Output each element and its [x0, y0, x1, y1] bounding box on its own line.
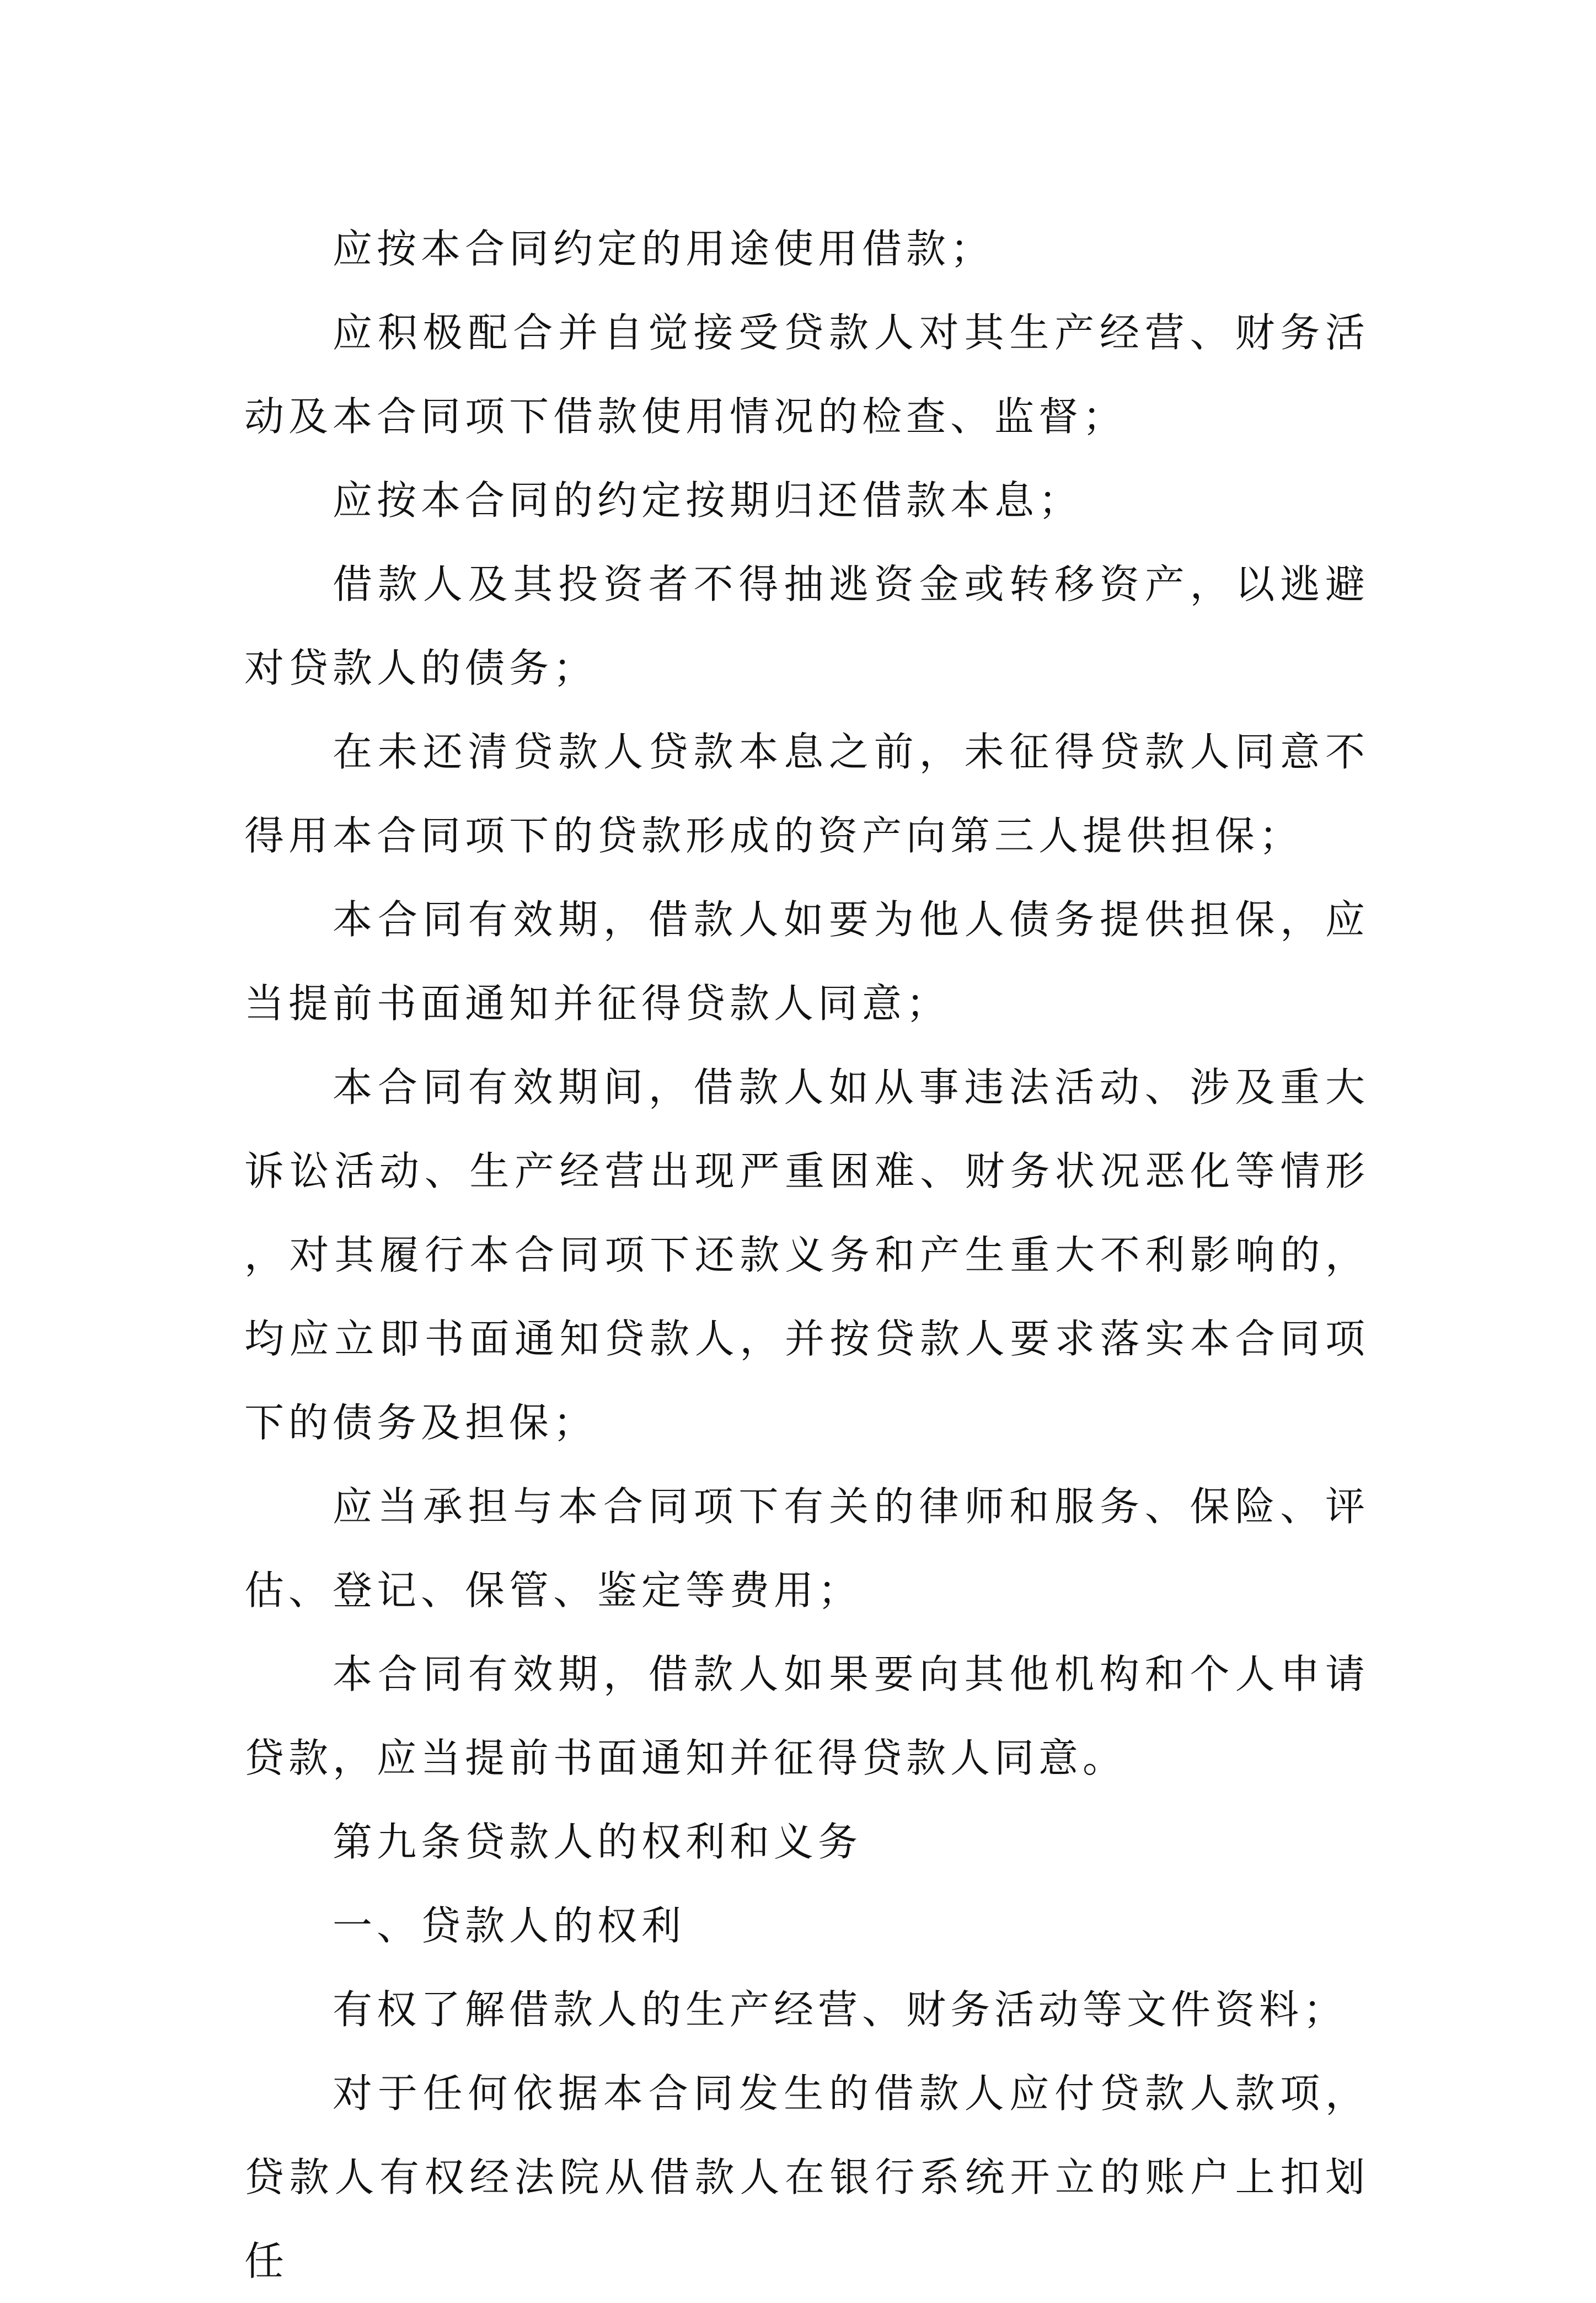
paragraph-fees: 应当承担与本合同项下有关的律师和服务、保险、评估、登记、保管、鉴定等费用； — [244, 1483, 1369, 1613]
paragraph-right-to-deduct: 对于任何依据本合同发生的借款人应付贷款人款项，贷款人有权经法院从借款人在银行系统开立的账户上扣划任 — [244, 2070, 1369, 2284]
document-body — [244, 207, 1369, 2303]
paragraph-other-loans: 本合同有效期，借款人如果要向其他机构和个人申请贷款，应当提前书面通知并征得贷款人同意。 — [244, 1651, 1369, 1781]
paragraph-use-of-loan: 应按本合同约定的用途使用借款； — [333, 226, 995, 272]
paragraph-accept-supervision: 应积极配合并自觉接受贷款人对其生产经营、财务活动及本合同项下借款使用情况的检查、监督； — [244, 309, 1369, 440]
heading-lender-rights: 一、贷款人的权利 — [333, 1903, 686, 1949]
paragraph-guarantee-notice: 本合同有效期，借款人如要为他人债务提供担保，应当提前书面通知并征得贷款人同意； — [244, 896, 1369, 1027]
heading-article-nine: 第九条贷款人的权利和义务 — [333, 1819, 863, 1865]
paragraph-no-asset-transfer: 借款人及其投资者不得抽逃资金或转移资产，以逃避对贷款人的债务； — [244, 561, 1369, 691]
paragraph-adverse-events: 本合同有效期间，借款人如从事违法活动、涉及重大诉讼活动、生产经营出现严重困难、财务状况恶化等情形，对其履行本合同项下还款义务和产生重大不利影响的，均应立即书面通知贷款人，并按贷款人要求落实本合同项下的债务及担保； — [244, 1064, 1369, 1446]
paragraph-no-third-party-guarantee: 在未还清贷款人贷款本息之前，未征得贷款人同意不得用本合同项下的贷款形成的资产向第三人提供担保； — [244, 729, 1369, 859]
paragraph-repay-on-schedule: 应按本合同的约定按期归还借款本息； — [333, 477, 1083, 523]
paragraph-right-to-information: 有权了解借款人的生产经营、财务活动等文件资料； — [333, 1986, 1348, 2033]
